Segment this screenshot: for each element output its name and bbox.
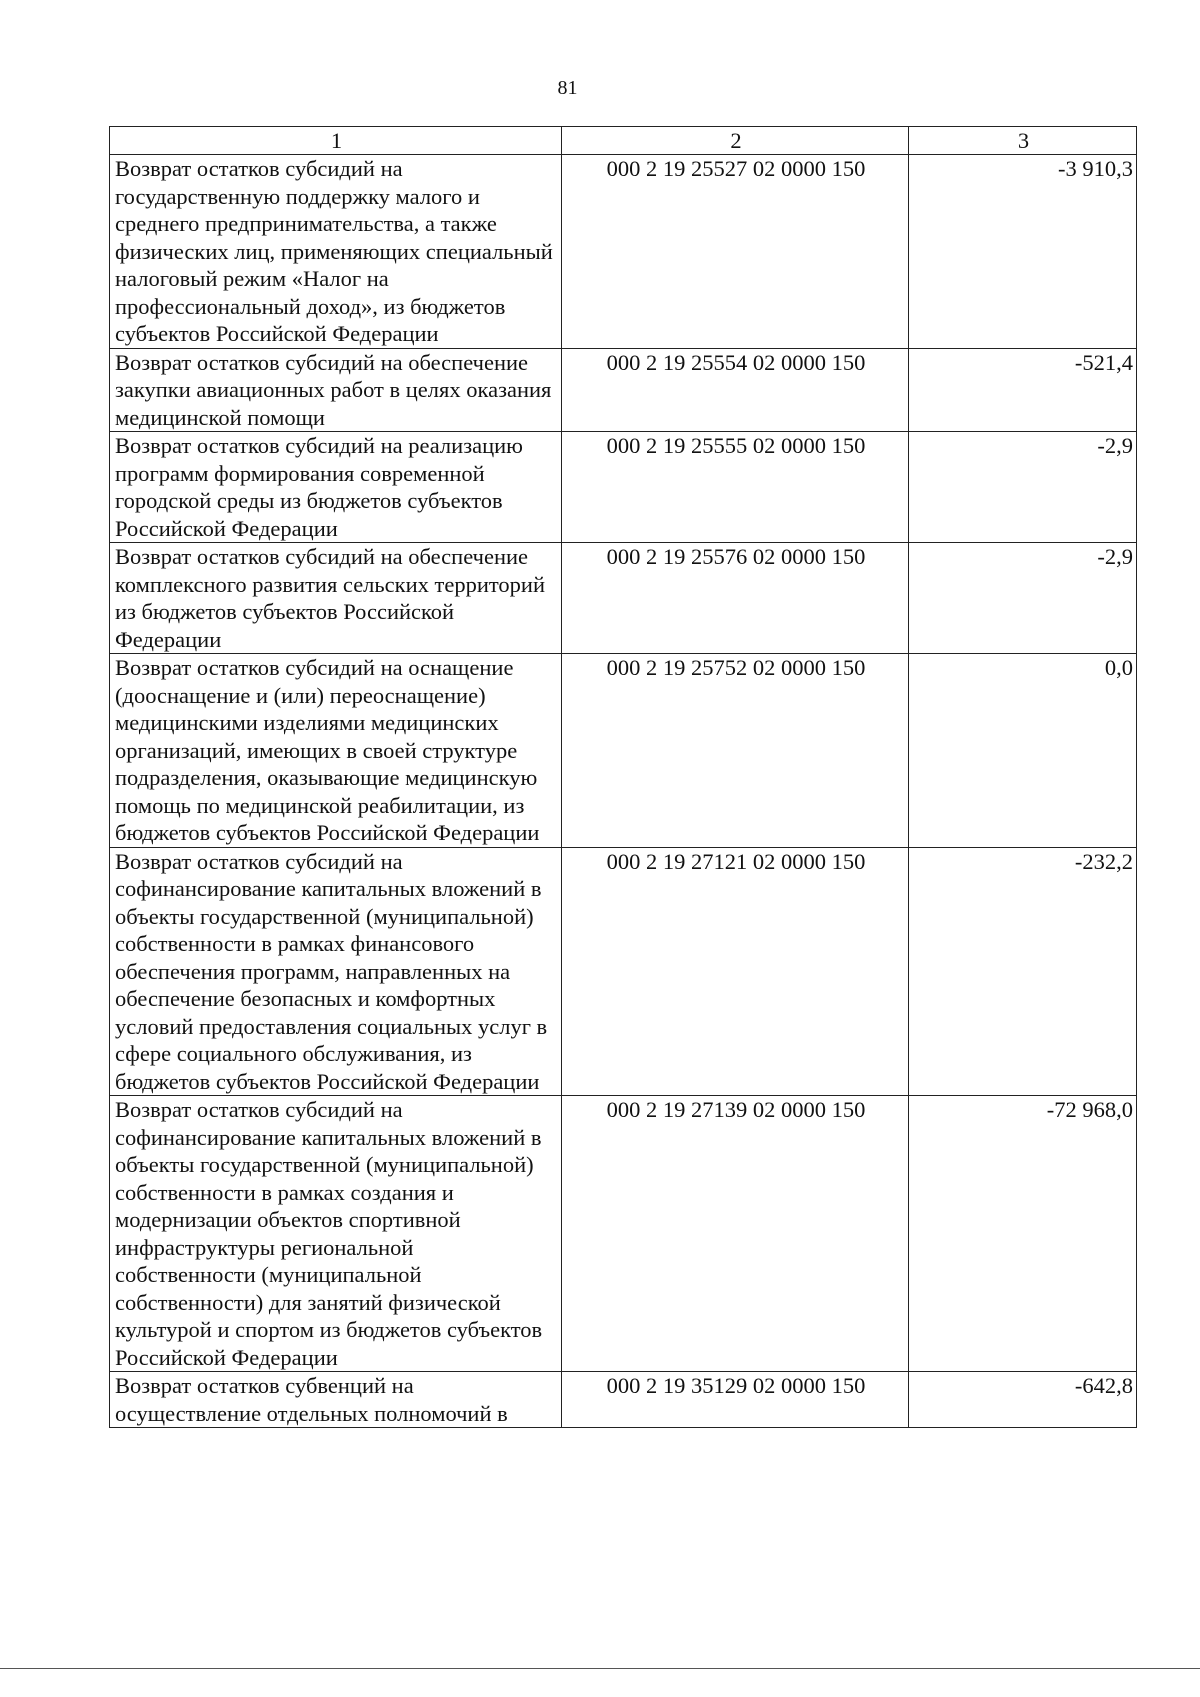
table-row [110, 348, 1137, 432]
row-amount: -2,9 [909, 432, 1137, 543]
row-amount: -3 910,3 [909, 155, 1137, 349]
row-name: Возврат остатков субвенций на осуществление отдельных полномочий в [110, 1372, 562, 1428]
row-code: 000 2 19 25555 02 0000 150 [562, 432, 909, 543]
table-row [110, 1096, 1137, 1372]
column-header-1: 1 [110, 127, 562, 155]
footer-divider [0, 1668, 1200, 1669]
row-name: Возврат остатков субсидий на софинансирование капитальных вложений в объекты государственной (муниципальной) собственности в рамках финансового обеспечения программ, направленных на обеспечение безопасных и комфортных условий предоставления социальных услуг в сфере социального обслуживания, из бюджетов субъектов Российской Федерации [110, 847, 562, 1096]
row-code: 000 2 19 35129 02 0000 150 [562, 1372, 909, 1428]
budget-table [109, 126, 1137, 1428]
row-amount: -232,2 [909, 847, 1137, 1096]
row-amount: -642,8 [909, 1372, 1137, 1428]
row-code: 000 2 19 25554 02 0000 150 [562, 348, 909, 432]
row-code: 000 2 19 27121 02 0000 150 [562, 847, 909, 1096]
table-row [110, 654, 1137, 848]
row-name: Возврат остатков субсидий на обеспечение закупки авиационных работ в целях оказания медицинской помощи [110, 348, 562, 432]
column-header-2: 2 [562, 127, 909, 155]
row-name: Возврат остатков субсидий на оснащение (дооснащение и (или) переоснащение) медицинскими изделиями медицинских организаций, имеющих в своей структуре подразделения, оказывающие медицинскую помощь по медицинской реабилитации, из бюджетов субъектов Российской Федерации [110, 654, 562, 848]
header-row [110, 127, 1137, 155]
table-row [110, 543, 1137, 654]
table-row [110, 847, 1137, 1096]
row-code: 000 2 19 25576 02 0000 150 [562, 543, 909, 654]
row-name: Возврат остатков субсидий на реализацию программ формирования современной городской среды из бюджетов субъектов Российской Федерации [110, 432, 562, 543]
row-code: 000 2 19 25527 02 0000 150 [562, 155, 909, 349]
table-row [110, 1372, 1137, 1428]
page-number: 81 [557, 77, 578, 99]
row-name: Возврат остатков субсидий на обеспечение комплексного развития сельских территорий из бюджетов субъектов Российской Федерации [110, 543, 562, 654]
column-header-3: 3 [909, 127, 1137, 155]
row-name: Возврат остатков субсидий на софинансирование капитальных вложений в объекты государственной (муниципальной) собственности в рамках создания и модернизации объектов спортивной инфраструктуры региональной собственности (муниципальной собственности) для занятий физической культурой и спортом из бюджетов субъектов Российской Федерации [110, 1096, 562, 1372]
row-code: 000 2 19 25752 02 0000 150 [562, 654, 909, 848]
row-amount: -2,9 [909, 543, 1137, 654]
row-amount: -521,4 [909, 348, 1137, 432]
table-row [110, 432, 1137, 543]
table-row [110, 155, 1137, 349]
row-amount: 0,0 [909, 654, 1137, 848]
row-code: 000 2 19 27139 02 0000 150 [562, 1096, 909, 1372]
row-amount: -72 968,0 [909, 1096, 1137, 1372]
row-name: Возврат остатков субсидий на государственную поддержку малого и среднего предпринимательства, а также физических лиц, применяющих специальный налоговый режим «Налог на профессиональный доход», из бюджетов субъектов Российской Федерации [110, 155, 562, 349]
